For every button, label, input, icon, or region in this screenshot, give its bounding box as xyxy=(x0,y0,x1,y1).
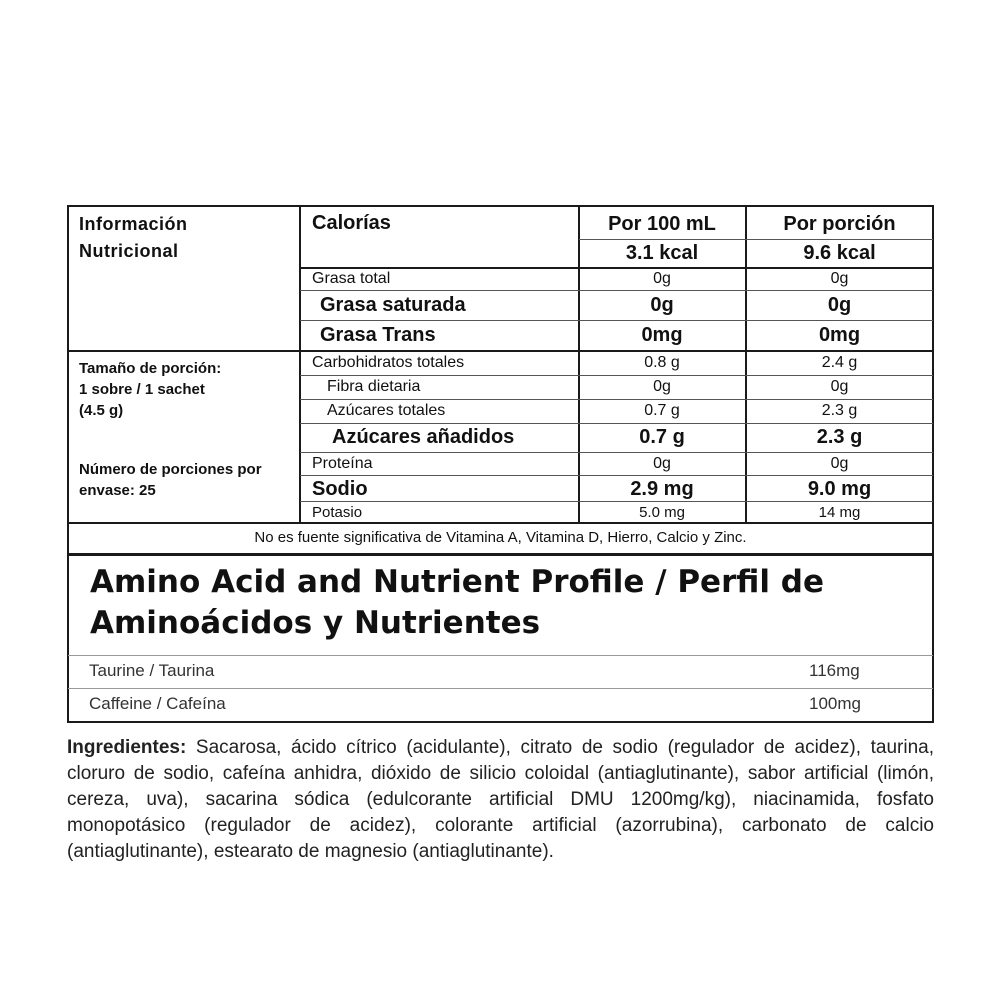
value-portion: 2.3 g xyxy=(821,402,858,419)
value-portion: 0g xyxy=(830,270,849,287)
value-100ml: 0g xyxy=(653,270,671,287)
value-100ml: 0g xyxy=(653,455,671,472)
value-100ml: 0g xyxy=(653,378,671,395)
value-portion: 0g xyxy=(830,455,849,472)
row-label-trans-fat: Grasa Trans xyxy=(320,324,436,346)
divider-profile-row xyxy=(68,688,933,689)
divider-row xyxy=(300,375,933,376)
profile-title: Amino Acid and Nutrient Profile / Perfil de Aminoácidos y Nutrientes xyxy=(90,564,824,641)
row-label-total-sugars: Azúcares totales xyxy=(327,402,446,419)
profile-item-amount: 116mg xyxy=(809,661,860,680)
table-title-line2: Nutricional xyxy=(79,241,179,261)
value-100ml: 0.7 g xyxy=(644,402,680,419)
ingredients-text: Sacarosa, ácido cítrico (acidulante), citrato de sodio (regulador de acidez), taurina, cloruro de sodio, cafeína anhidra, dióxido de silicio coloidal (antiaglutinante), sabor artificial (limón, cereza, uva), sacarina sódica (edulcorante artificial DMU 1200mg/kg), niacinamida, fosfato monopotásico (regulador de acidez), colorante artificial (azorrubina), carbonato de calcio (antiaglutinante), estearato de magnesio (antiaglutinante). xyxy=(67,737,934,862)
row-label-dietary-fiber: Fibra dietaria xyxy=(327,378,421,395)
column-header-100ml: Por 100 mL xyxy=(608,213,716,235)
kcal-per-100ml: 3.1 kcal xyxy=(625,242,699,264)
divider-row xyxy=(300,423,933,424)
divider-kcal xyxy=(579,239,933,240)
divider-row xyxy=(300,501,933,502)
footnote: No es fuente significativa de Vitamina A, Vitamina D, Hierro, Calcio y Zinc. xyxy=(254,529,747,546)
divider-profile-row xyxy=(68,655,933,656)
divider-footnote xyxy=(68,522,933,524)
value-100ml: 2.9 mg xyxy=(630,478,694,500)
row-label-carbohydrates: Carbohidratos totales xyxy=(312,354,465,371)
ingredients-paragraph xyxy=(67,735,934,865)
servings-per-container-value: envase: 25 xyxy=(79,482,156,499)
value-portion: 0g xyxy=(827,294,852,316)
divider-row xyxy=(300,452,933,453)
value-100ml: 0.8 g xyxy=(644,354,680,371)
profile-item-name: Caffeine / Cafeína xyxy=(89,694,226,713)
divider-row xyxy=(300,290,933,291)
serving-size-value: 1 sobre / 1 sachet xyxy=(79,381,205,398)
divider-row xyxy=(300,267,933,269)
kcal-per-portion: 9.6 kcal xyxy=(803,242,876,264)
value-portion: 9.0 mg xyxy=(807,478,872,500)
row-label-saturated-fat: Grasa saturada xyxy=(320,294,466,316)
column-header-portion: Por porción xyxy=(783,213,896,235)
row-label-added-sugars: Azúcares añadidos xyxy=(332,426,515,448)
serving-size-label: Tamaño de porción: xyxy=(79,360,222,377)
value-100ml: 0.7 g xyxy=(639,426,685,448)
divider-profile xyxy=(68,553,933,556)
value-portion: 0mg xyxy=(818,324,861,346)
table-title-line1: Información xyxy=(79,214,188,234)
value-portion: 0g xyxy=(830,378,849,395)
value-portion: 2.4 g xyxy=(821,354,858,371)
ingredients-label: Ingredientes: xyxy=(67,737,187,758)
divider-section xyxy=(68,350,933,352)
profile-item-name: Taurine / Taurina xyxy=(89,661,215,680)
row-label-total-fat: Grasa total xyxy=(312,270,391,287)
profile-item-amount: 100mg xyxy=(809,694,861,713)
divider-row xyxy=(300,320,933,321)
servings-per-container-label: Número de porciones por xyxy=(79,461,262,478)
row-label-potassium: Potasio xyxy=(312,504,363,521)
value-portion: 14 mg xyxy=(818,504,861,521)
serving-size-grams: (4.5 g) xyxy=(79,402,124,419)
row-label-sodium: Sodio xyxy=(312,478,368,500)
value-100ml: 0mg xyxy=(641,324,683,346)
divider-row xyxy=(300,399,933,400)
value-100ml: 5.0 mg xyxy=(639,504,685,521)
row-label-protein: Proteína xyxy=(312,455,373,472)
divider-row xyxy=(300,475,933,476)
value-100ml: 0g xyxy=(650,294,674,316)
calories-label: Calorías xyxy=(312,212,391,234)
value-portion: 2.3 g xyxy=(816,426,863,448)
